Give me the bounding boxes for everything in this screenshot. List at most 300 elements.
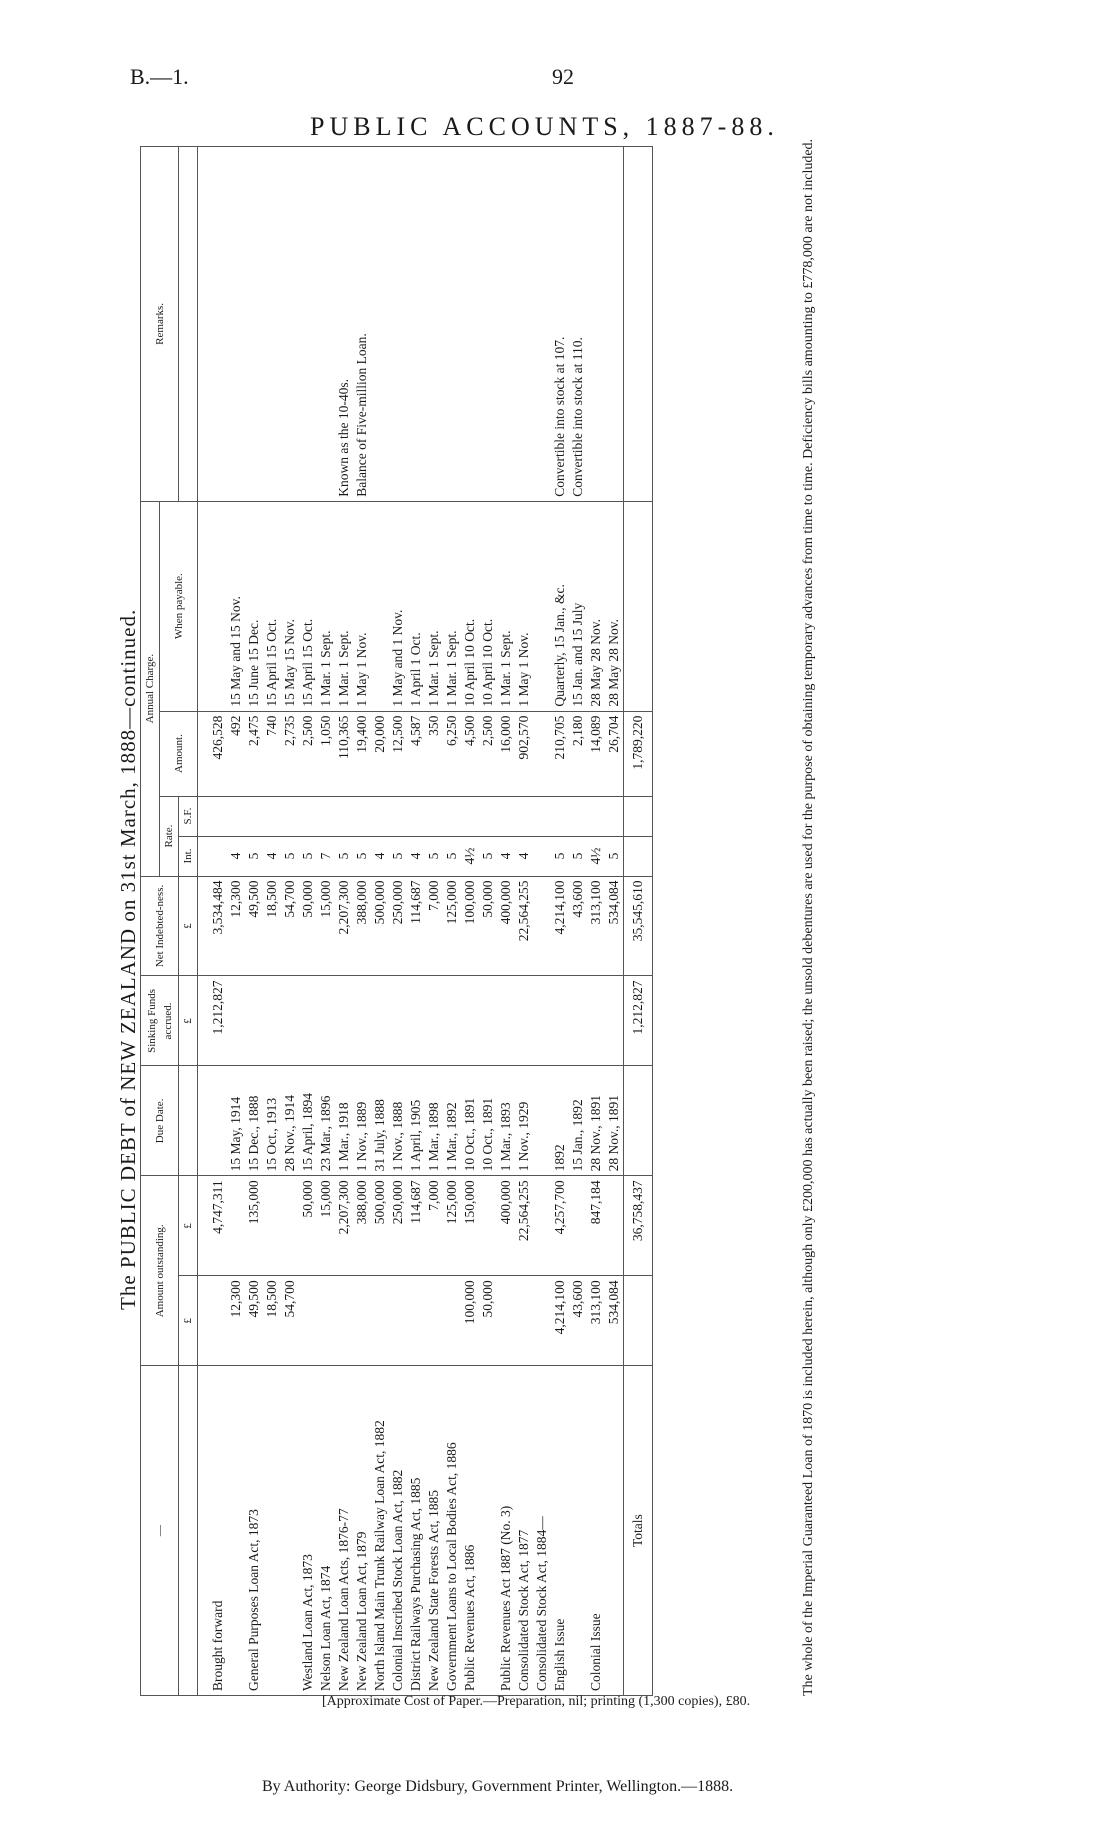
cell-when-payable: 15 April 15 Oct. [263, 501, 281, 711]
cell-amount-sub [335, 1276, 353, 1366]
cell-row-name [479, 1366, 497, 1696]
cell-due-date: 31 July, 1888 [371, 1066, 389, 1176]
cell-when-payable: 10 April 10 Oct. [479, 501, 497, 711]
cell-net-indebtedness: 7,000 [425, 876, 443, 976]
header-sf: S.F. [179, 796, 198, 836]
cell-amount-outstanding: 250,000 [389, 1176, 407, 1276]
cell-net-indebtedness: 125,000 [443, 876, 461, 976]
cell-rate-int: 4 [515, 836, 533, 876]
cell-remarks [461, 147, 479, 502]
cell-row-name: Public Revenues Act, 1886 [461, 1366, 479, 1696]
cell-net-indebtedness: 534,084 [605, 876, 624, 976]
cell-due-date: 1 Mar., 1918 [335, 1066, 353, 1176]
cell-net-indebtedness: 2,207,300 [335, 876, 353, 976]
cell-when-payable: 1 May 1 Nov. [353, 501, 371, 711]
cell-rate-int: 5 [425, 836, 443, 876]
header-unit-blank [179, 1366, 198, 1696]
cell-annual-amount: 2,500 [299, 711, 317, 796]
cell-amount-outstanding: 135,000 [245, 1176, 263, 1276]
cell-remarks: Balance of Five-million Loan. [353, 147, 371, 502]
cell-sinking-fund [353, 976, 371, 1066]
cell-rate-int: 4 [407, 836, 425, 876]
cell-rate-int: 5 [335, 836, 353, 876]
table-row [281, 147, 299, 1696]
cell-remarks: Convertible into stock at 110. [569, 147, 587, 502]
table-row [227, 147, 245, 1696]
cell-annual-amount: 210,705 [551, 711, 569, 796]
cell-amount-outstanding [533, 1176, 551, 1276]
cell-rate-int: 5 [551, 836, 569, 876]
cell-sinking-fund [479, 976, 497, 1066]
table-row [245, 147, 263, 1696]
cell-sinking-fund [587, 976, 605, 1066]
cell-net-indebtedness: 500,000 [371, 876, 389, 976]
cell-when-payable: 1 Mar. 1 Sept. [443, 501, 461, 711]
cell-due-date: 23 Mar., 1896 [317, 1066, 335, 1176]
cell-due-date [198, 1066, 228, 1176]
cell-sinking-fund [605, 976, 624, 1066]
cell-rate-sf [198, 796, 228, 836]
table-row [263, 147, 281, 1696]
cell-sinking-fund [389, 976, 407, 1066]
table-row [533, 147, 551, 1696]
cell-sinking-fund [461, 976, 479, 1066]
cell-row-name: New Zealand Loan Act, 1879 [353, 1366, 371, 1696]
cell-rate-int: 4½ [461, 836, 479, 876]
cell-sinking-fund [443, 976, 461, 1066]
cell-row-name [263, 1366, 281, 1696]
cell-sinking-fund [425, 976, 443, 1066]
table-row [587, 147, 605, 1696]
table-row [407, 147, 425, 1696]
cell-when-payable: 10 April 10 Oct. [461, 501, 479, 711]
cell-rate-sf [245, 796, 263, 836]
cell-amount-outstanding: 150,000 [461, 1176, 479, 1276]
cell-row-name [569, 1366, 587, 1696]
cell-net-indebtedness: 18,500 [263, 876, 281, 976]
cell-annual-amount: 4,587 [407, 711, 425, 796]
cell-amount-outstanding: 22,564,255 [515, 1176, 533, 1276]
table-title: The PUBLIC DEBT of NEW ZEALAND on 31st March, 1888—continued. [116, 608, 140, 1310]
cell-amount-outstanding: 15,000 [317, 1176, 335, 1276]
cell-sinking-fund [551, 976, 569, 1066]
cell-due-date: 28 Nov., 1891 [587, 1066, 605, 1176]
cell-amount-sub: 4,214,100 [551, 1276, 569, 1366]
header-remarks: Remarks. [141, 147, 179, 502]
cell-row-name: English Issue [551, 1366, 569, 1696]
cell-amount-outstanding: 400,000 [497, 1176, 515, 1276]
cell-remarks [245, 147, 263, 502]
cell-remarks [371, 147, 389, 502]
cell-sinking-fund [317, 976, 335, 1066]
cell-amount-sub: 534,084 [605, 1276, 624, 1366]
cell-annual-amount: 2,180 [569, 711, 587, 796]
cell-rate-int: 5 [281, 836, 299, 876]
cell-rate-sf [281, 796, 299, 836]
cell-amount-outstanding [605, 1176, 624, 1276]
cell-remarks [299, 147, 317, 502]
cell-due-date: 1 Nov., 1888 [389, 1066, 407, 1176]
cell-amount-sub [497, 1276, 515, 1366]
cell-net-indebtedness: 114,687 [407, 876, 425, 976]
cell-net-indebtedness: 43,600 [569, 876, 587, 976]
cell-row-name: New Zealand State Forests Act, 1885 [425, 1366, 443, 1696]
cell-rate-sf [389, 796, 407, 836]
cell-amount-sub: 50,000 [479, 1276, 497, 1366]
header-when-payable: When payable. [160, 501, 198, 711]
cell-amount-outstanding: 4,747,311 [198, 1176, 228, 1276]
cell-due-date: 15 Oct., 1913 [263, 1066, 281, 1176]
cell-net-indebtedness: 49,500 [245, 876, 263, 976]
cell-remarks [317, 147, 335, 502]
cell-due-date: 28 Nov., 1891 [605, 1066, 624, 1176]
cell-annual-amount: 350 [425, 711, 443, 796]
total-name: Totals [624, 1366, 653, 1696]
cell-rate-sf [587, 796, 605, 836]
cell-remarks [227, 147, 245, 502]
cell-net-indebtedness: 313,100 [587, 876, 605, 976]
cell-when-payable: 1 Mar. 1 Sept. [497, 501, 515, 711]
total-blank [624, 836, 653, 876]
total-blank [624, 501, 653, 711]
total-amt2: 36,758,437 [624, 1176, 653, 1276]
cell-amount-sub: 43,600 [569, 1276, 587, 1366]
cell-when-payable: 1 May 1 Nov. [515, 501, 533, 711]
cell-annual-amount: 110,365 [335, 711, 353, 796]
cell-net-indebtedness: 50,000 [479, 876, 497, 976]
cell-amount-sub [389, 1276, 407, 1366]
cell-net-indebtedness: 50,000 [299, 876, 317, 976]
cell-when-payable [371, 501, 389, 711]
cell-sinking-fund [263, 976, 281, 1066]
cell-remarks [479, 147, 497, 502]
cell-row-name: Consolidated Stock Act, 1884— [533, 1366, 551, 1696]
cell-when-payable [533, 501, 551, 711]
header-unit-blank [179, 1066, 198, 1176]
cell-rate-int: 5 [605, 836, 624, 876]
cell-when-payable: Quarterly, 15 Jan., &c. [551, 501, 569, 711]
cell-remarks: Convertible into stock at 107. [551, 147, 569, 502]
footnote: The whole of the Imperial Guaranteed Loan of 1870 is included herein, although only £200,000 has actually been raised; the unsold debentures are used for the purpose of obtaining temporary advances from time to time. Deficiency bills amounting to £778,000 are not included. [801, 138, 816, 1696]
cell-rate-sf [263, 796, 281, 836]
cell-annual-amount: 740 [263, 711, 281, 796]
cell-annual-amount: 2,500 [479, 711, 497, 796]
cell-when-payable: 1 Mar. 1 Sept. [335, 501, 353, 711]
cell-when-payable: 15 May 15 Nov. [281, 501, 299, 711]
cell-due-date: 10 Oct., 1891 [461, 1066, 479, 1176]
page-number: 92 [552, 64, 574, 89]
cell-remarks [497, 147, 515, 502]
cell-rate-int [533, 836, 551, 876]
header-due-date: Due Date. [141, 1066, 179, 1176]
cell-amount-sub: 100,000 [461, 1276, 479, 1366]
cell-remarks: Known as the 10-40s. [335, 147, 353, 502]
cell-amount-sub [515, 1276, 533, 1366]
cell-rate-int: 5 [353, 836, 371, 876]
cell-rate-sf [299, 796, 317, 836]
cell-rate-sf [515, 796, 533, 836]
cell-row-name [227, 1366, 245, 1696]
cell-annual-amount: 20,000 [371, 711, 389, 796]
cell-net-indebtedness [533, 876, 551, 976]
cell-net-indebtedness: 388,000 [353, 876, 371, 976]
cell-rate-sf [497, 796, 515, 836]
cell-net-indebtedness: 22,564,255 [515, 876, 533, 976]
header-net-indebtedness: Net Indebted-ness. [141, 876, 179, 976]
total-blank [624, 1276, 653, 1366]
cell-sinking-fund [281, 976, 299, 1066]
total-blank [624, 147, 653, 502]
page-title: PUBLIC ACCOUNTS, 1887-88. [310, 112, 779, 141]
cell-row-name: Colonial Issue [587, 1366, 605, 1696]
cell-due-date: 1 Mar., 1893 [497, 1066, 515, 1176]
cell-due-date: 1 Nov., 1889 [353, 1066, 371, 1176]
table-row [515, 147, 533, 1696]
cell-net-indebtedness: 4,214,100 [551, 876, 569, 976]
cell-amount-outstanding [569, 1176, 587, 1276]
table-body [198, 147, 653, 1696]
header-unit-pound: £ [179, 1276, 198, 1366]
header-sinking-funds: Sinking Funds accrued. [141, 976, 179, 1066]
cell-amount-outstanding: 125,000 [443, 1176, 461, 1276]
cell-remarks [515, 147, 533, 502]
cell-sinking-fund [533, 976, 551, 1066]
table-row [198, 147, 228, 1696]
cell-row-name: Westland Loan Act, 1873 [299, 1366, 317, 1696]
table-row [461, 147, 479, 1696]
cell-rate-sf [551, 796, 569, 836]
cell-amount-sub [407, 1276, 425, 1366]
cell-when-payable: 1 Mar. 1 Sept. [317, 501, 335, 711]
total-blank [624, 796, 653, 836]
cell-net-indebtedness: 250,000 [389, 876, 407, 976]
cell-remarks [281, 147, 299, 502]
cell-row-name: Colonial Inscribed Stock Loan Act, 1882 [389, 1366, 407, 1696]
cell-sinking-fund: 1,212,827 [198, 976, 228, 1066]
total-blank [624, 1066, 653, 1176]
cell-rate-sf [335, 796, 353, 836]
cell-rate-int: 4 [497, 836, 515, 876]
cell-amount-outstanding: 7,000 [425, 1176, 443, 1276]
header-blank: — [141, 1366, 179, 1696]
cell-amount-sub: 18,500 [263, 1276, 281, 1366]
cell-rate-sf [461, 796, 479, 836]
cell-amount-outstanding: 500,000 [371, 1176, 389, 1276]
cell-amount-sub: 313,100 [587, 1276, 605, 1366]
cell-when-payable: 15 April 15 Oct. [299, 501, 317, 711]
cell-row-name [605, 1366, 624, 1696]
cell-annual-amount: 4,500 [461, 711, 479, 796]
cell-annual-amount: 1,050 [317, 711, 335, 796]
cell-amount-outstanding: 388,000 [353, 1176, 371, 1276]
table-row [443, 147, 461, 1696]
header-amount: Amount. [160, 711, 198, 796]
cell-remarks [263, 147, 281, 502]
cell-due-date: 1 Nov., 1929 [515, 1066, 533, 1176]
cell-due-date: 1892 [551, 1066, 569, 1176]
cell-amount-outstanding: 114,687 [407, 1176, 425, 1276]
public-debt-table [140, 146, 653, 1696]
cell-row-name [281, 1366, 299, 1696]
cell-rate-sf [605, 796, 624, 836]
cell-annual-amount [533, 711, 551, 796]
cell-due-date: 15 May, 1914 [227, 1066, 245, 1176]
cell-rate-int: 4 [227, 836, 245, 876]
table-row [299, 147, 317, 1696]
cell-due-date [533, 1066, 551, 1176]
cell-rate-sf [317, 796, 335, 836]
cell-amount-sub [198, 1276, 228, 1366]
cell-due-date: 1 Mar., 1892 [443, 1066, 461, 1176]
cell-amount-sub [299, 1276, 317, 1366]
cell-amount-outstanding [281, 1176, 299, 1276]
cell-rate-sf [425, 796, 443, 836]
cell-when-payable: 15 June 15 Dec. [245, 501, 263, 711]
cell-sinking-fund [299, 976, 317, 1066]
cell-net-indebtedness: 3,534,484 [198, 876, 228, 976]
table-row [317, 147, 335, 1696]
cell-row-name: District Railways Purchasing Act, 1885 [407, 1366, 425, 1696]
table-row [335, 147, 353, 1696]
cell-when-payable: 1 Mar. 1 Sept. [425, 501, 443, 711]
cell-annual-amount: 14,089 [587, 711, 605, 796]
cell-when-payable: 28 May 28 Nov. [587, 501, 605, 711]
cell-due-date: 1 April, 1905 [407, 1066, 425, 1176]
cell-due-date: 28 Nov., 1914 [281, 1066, 299, 1176]
cell-row-name: Brought forward [198, 1366, 228, 1696]
cell-net-indebtedness: 100,000 [461, 876, 479, 976]
header-unit-blank [179, 147, 198, 502]
cell-amount-sub [353, 1276, 371, 1366]
cell-rate-int: 5 [479, 836, 497, 876]
cell-rate-sf [353, 796, 371, 836]
cell-sinking-fund [569, 976, 587, 1066]
cell-row-name: New Zealand Loan Acts, 1876-77 [335, 1366, 353, 1696]
cell-remarks [389, 147, 407, 502]
header-annual-charge: Annual Charge. [141, 501, 160, 876]
cell-row-name: Public Revenues Act 1887 (No. 3) [497, 1366, 515, 1696]
cell-rate-int: 4 [371, 836, 389, 876]
cell-rate-sf [533, 796, 551, 836]
table-row [605, 147, 624, 1696]
cell-when-payable: 1 May and 1 Nov. [389, 501, 407, 711]
cell-rate-int: 5 [299, 836, 317, 876]
cell-annual-amount: 2,735 [281, 711, 299, 796]
header-rate: Rate. [160, 796, 179, 876]
cost-note: [Approximate Cost of Paper.—Preparation, nil; printing (1,300 copies), £80. [322, 1694, 751, 1709]
total-net: 35,545,610 [624, 876, 653, 976]
cell-rate-int: 5 [389, 836, 407, 876]
rotated-table-container [140, 146, 794, 1696]
cell-remarks [198, 147, 228, 502]
cell-rate-sf [569, 796, 587, 836]
cell-sinking-fund [335, 976, 353, 1066]
cell-due-date: 15 Jan., 1892 [569, 1066, 587, 1176]
cell-rate-sf [443, 796, 461, 836]
cell-rate-sf [407, 796, 425, 836]
cell-sinking-fund [371, 976, 389, 1066]
header-unit-pound: £ [179, 876, 198, 976]
cell-due-date: 1 Mar., 1898 [425, 1066, 443, 1176]
table-row [551, 147, 569, 1696]
cell-when-payable: 1 April 1 Oct. [407, 501, 425, 711]
cell-when-payable: 15 May and 15 Nov. [227, 501, 245, 711]
cell-amount-sub: 49,500 [245, 1276, 263, 1366]
cell-net-indebtedness: 54,700 [281, 876, 299, 976]
cell-amount-outstanding: 4,257,700 [551, 1176, 569, 1276]
cell-rate-int: 4½ [587, 836, 605, 876]
cell-rate-sf [371, 796, 389, 836]
table-row [497, 147, 515, 1696]
cell-sinking-fund [515, 976, 533, 1066]
cell-rate-int: 4 [263, 836, 281, 876]
cell-remarks [443, 147, 461, 502]
header-amount-outstanding: Amount outstanding. [141, 1176, 179, 1366]
cell-net-indebtedness: 12,300 [227, 876, 245, 976]
cell-amount-outstanding: 847,184 [587, 1176, 605, 1276]
cell-when-payable [198, 501, 228, 711]
table-row [371, 147, 389, 1696]
cell-sinking-fund [497, 976, 515, 1066]
cell-annual-amount: 12,500 [389, 711, 407, 796]
cell-annual-amount: 426,528 [198, 711, 228, 796]
cell-remarks [425, 147, 443, 502]
table-row [389, 147, 407, 1696]
cell-sinking-fund [245, 976, 263, 1066]
cell-annual-amount: 19,400 [353, 711, 371, 796]
cell-annual-amount: 6,250 [443, 711, 461, 796]
cell-sinking-fund [227, 976, 245, 1066]
cell-net-indebtedness: 15,000 [317, 876, 335, 976]
total-amount: 1,789,220 [624, 711, 653, 796]
cell-amount-sub [371, 1276, 389, 1366]
cell-row-name: General Purposes Loan Act, 1873 [245, 1366, 263, 1696]
cell-when-payable: 15 Jan. and 15 July [569, 501, 587, 711]
cell-rate-int [198, 836, 228, 876]
totals-row [624, 147, 653, 1696]
cell-due-date: 10 Oct., 1891 [479, 1066, 497, 1176]
total-sink: 1,212,827 [624, 976, 653, 1066]
cell-amount-outstanding [227, 1176, 245, 1276]
cell-amount-sub [443, 1276, 461, 1366]
table-row [425, 147, 443, 1696]
cell-remarks [533, 147, 551, 502]
cell-rate-int: 5 [245, 836, 263, 876]
cell-rate-int: 5 [443, 836, 461, 876]
cell-sinking-fund [407, 976, 425, 1066]
cell-annual-amount: 26,704 [605, 711, 624, 796]
cell-annual-amount: 902,570 [515, 711, 533, 796]
cell-amount-outstanding [479, 1176, 497, 1276]
cell-remarks [587, 147, 605, 502]
cell-remarks [407, 147, 425, 502]
authority-line: By Authority: George Didsbury, Government Printer, Wellington.—1888. [262, 1778, 734, 1795]
cell-amount-sub: 12,300 [227, 1276, 245, 1366]
cell-remarks [605, 147, 624, 502]
cell-rate-sf [227, 796, 245, 836]
cell-amount-outstanding [263, 1176, 281, 1276]
cell-amount-sub [425, 1276, 443, 1366]
cell-row-name: Consolidated Stock Act, 1877 [515, 1366, 533, 1696]
header-int: Int. [179, 836, 198, 876]
page-reference: B.—1. [130, 64, 189, 89]
cell-amount-outstanding: 50,000 [299, 1176, 317, 1276]
table-row [569, 147, 587, 1696]
table-row [479, 147, 497, 1696]
cell-net-indebtedness: 400,000 [497, 876, 515, 976]
footnote-container [800, 138, 1114, 1774]
cell-row-name: Nelson Loan Act, 1874 [317, 1366, 335, 1696]
